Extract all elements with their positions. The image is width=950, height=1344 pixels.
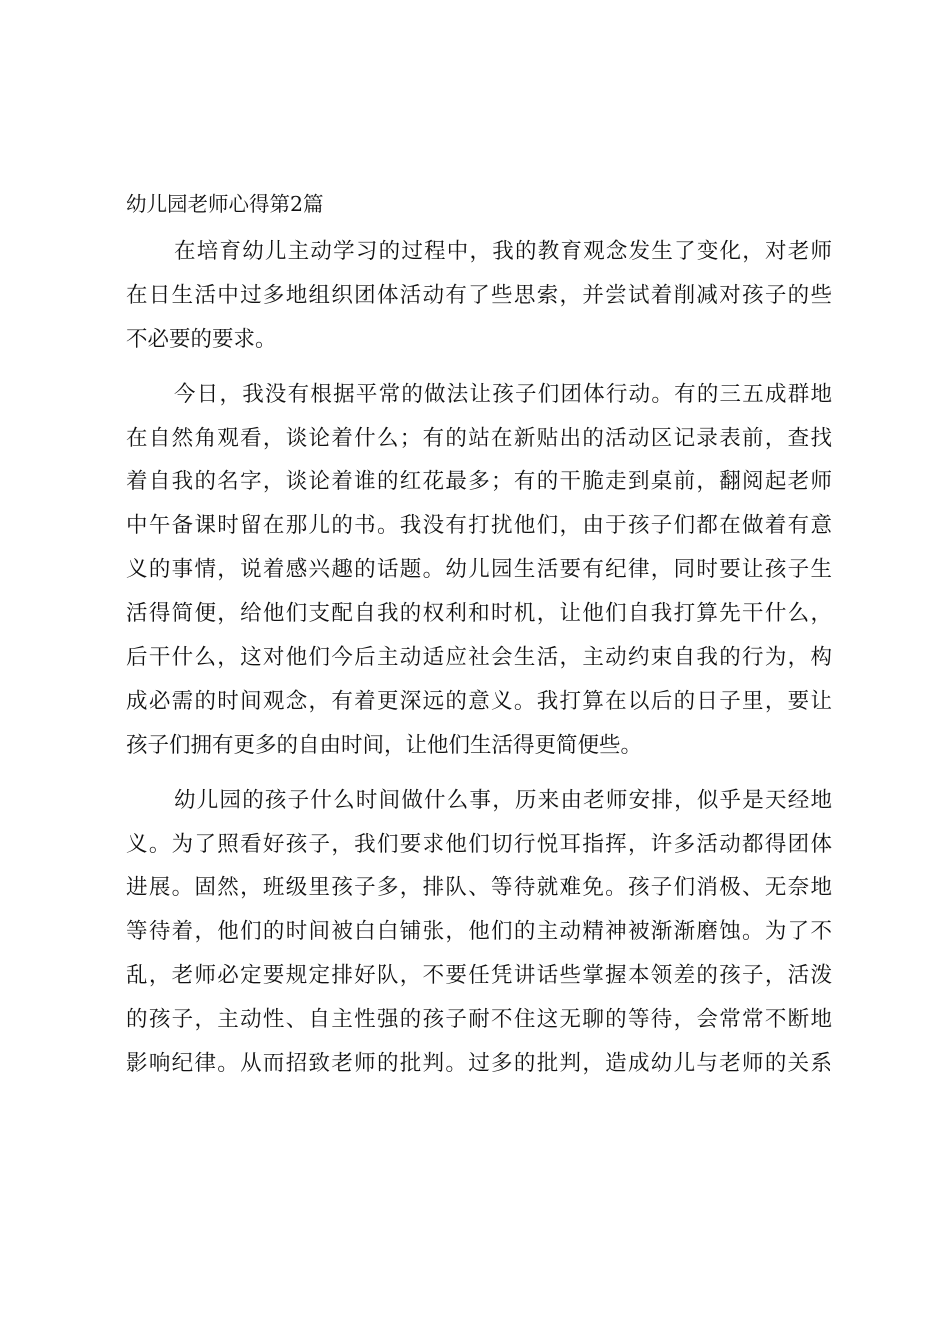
paragraph-line: 在培育幼儿主动学习的过程中，我的教育观念发生了变化，对老师	[174, 239, 832, 264]
paragraph-line: 后干什么，这对他们今后主动适应社会生活，主动约束自我的行为，构	[126, 645, 832, 671]
paragraph-line: 在自然角观看，谈论着什么；有的站在新贴出的活动区记录表前，查找	[126, 425, 832, 451]
paragraph-line: 义。为了照看好孩子，我们要求他们切行悦耳指挥，许多活动都得团体	[126, 831, 832, 857]
paragraph-line: 今日，我没有根据平常的做法让孩子们团体行动。有的三五成群地	[174, 381, 832, 407]
paragraph-line: 的孩子，主动性、自主性强的孩子耐不住这无聊的等待，会常常不断地	[126, 1007, 832, 1033]
paragraph-line: 着自我的名字，谈论着谁的红花最多；有的干脆走到桌前，翻阅起老师	[126, 469, 832, 495]
paragraph-line: 不必要的要求。	[126, 326, 277, 352]
paragraph-line: 孩子们拥有更多的自由时间，让他们生活得更简便些。	[126, 732, 643, 758]
document-body	[126, 184, 832, 1097]
paragraph-line: 在日生活中过多地组织团体活动有了些思索，并尝试着削减对孩子的些	[126, 282, 832, 308]
paragraph-line: 活得简便，给他们支配自我的权利和时机，让他们自我打算先干什么，	[126, 601, 832, 627]
paragraph-line: 中午备课时留在那儿的书。我没有打扰他们，由于孩子们都在做着有意	[126, 513, 832, 539]
paragraph-line: 成必需的时间观念，有着更深远的意义。我打算在以后的日子里，要让	[126, 688, 832, 714]
paragraph-line: 乱，老师必定要规定排好队，不要任凭讲话些掌握本领差的孩子，活泼	[126, 963, 832, 989]
paragraph-line: 义的事情，说着感兴趣的话题。幼儿园生活要有纪律，同时要让孩子生	[126, 557, 832, 583]
paragraph-line: 幼儿园的孩子什么时间做什么事，历来由老师安排，似乎是天经地	[174, 787, 832, 813]
paragraph-line: 影响纪律。从而招致老师的批判。过多的批判，造成幼儿与老师的关系	[126, 1051, 832, 1077]
paragraph-3	[126, 779, 832, 1086]
paragraph-line: 进展。固然，班级里孩子多，排队、等待就难免。孩子们消极、无奈地	[126, 875, 832, 901]
paragraph-1	[126, 230, 832, 362]
paragraph-line: 等待着，他们的时间被白白铺张，他们的主动精神被渐渐磨蚀。为了不	[126, 919, 832, 945]
document-heading: 幼儿园老师心得第2篇	[126, 192, 324, 216]
paragraph-2	[126, 373, 832, 768]
